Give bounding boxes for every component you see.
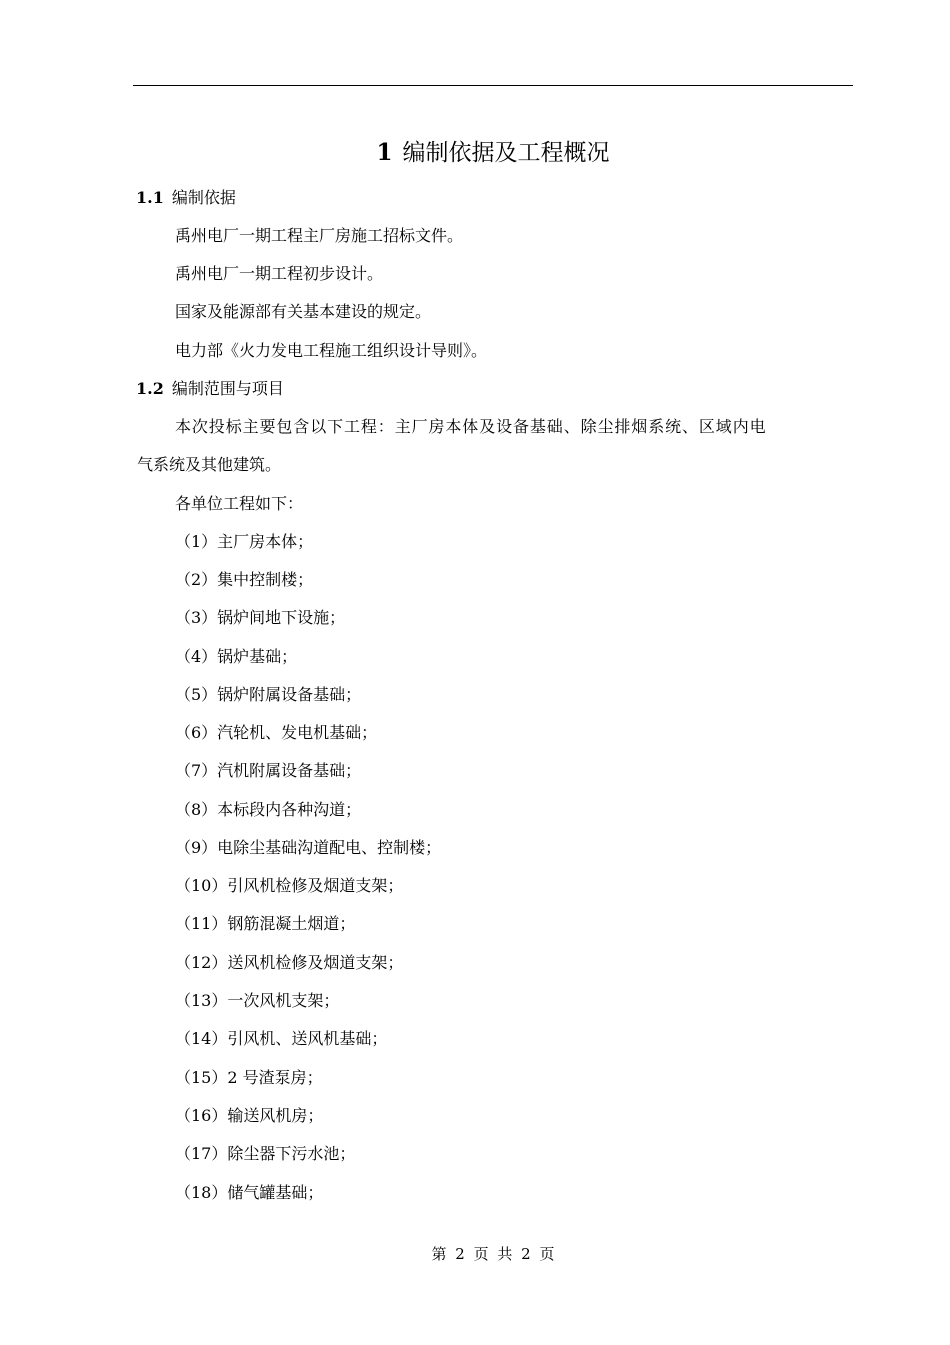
list-item: （5）锅炉附属设备基础； <box>175 685 362 704</box>
chapter-title <box>133 136 853 170</box>
list-item: （10）引风机检修及烟道支架； <box>175 876 404 895</box>
section-number: 1.1 <box>136 188 164 207</box>
scope-paragraph-line: 气系统及其他建筑。 <box>137 455 282 474</box>
scope-paragraph-line: 本次投标主要包含以下工程：主厂房本体及设备基础、除尘排烟系统、区域内电 <box>175 417 767 436</box>
list-item: （11）钢筋混凝土烟道； <box>175 914 356 933</box>
list-item: （18）储气罐基础； <box>175 1183 324 1202</box>
header-rule <box>133 85 853 86</box>
chapter-number: 1 <box>376 139 393 166</box>
list-item: （3）锅炉间地下设施； <box>175 608 346 627</box>
page-footer: 第 2 页 共 2 页 <box>431 1245 555 1263</box>
list-item: （14）引风机、送风机基础； <box>175 1029 388 1048</box>
list-item: （13）一次风机支架； <box>175 991 340 1010</box>
list-item: （9）电除尘基础沟道配电、控制楼； <box>175 838 442 857</box>
list-item: （6）汽轮机、发电机基础； <box>175 723 378 742</box>
list-item: （7）汽机附属设备基础； <box>175 761 362 780</box>
list-intro: 各单位工程如下： <box>175 494 304 513</box>
list-item: （2）集中控制楼； <box>175 570 314 589</box>
basis-line: 国家及能源部有关基本建设的规定。 <box>175 302 432 321</box>
chapter-title-text: 编制依据及工程概况 <box>402 140 610 166</box>
list-item: （15）2 号渣泵房； <box>175 1068 323 1087</box>
list-item: （16）输送风机房； <box>175 1106 324 1125</box>
section-title: 编制依据 <box>171 188 236 207</box>
section-number: 1.2 <box>136 379 164 398</box>
section-title: 编制范围与项目 <box>171 379 284 398</box>
basis-line: 禹州电厂一期工程初步设计。 <box>175 264 384 283</box>
list-item: （12）送风机检修及烟道支架； <box>175 953 404 972</box>
list-item: （1）主厂房本体； <box>175 532 314 551</box>
list-item: （17）除尘器下污水池； <box>175 1144 356 1163</box>
list-item: （4）锅炉基础； <box>175 647 298 666</box>
section-heading-1-2 <box>136 377 284 401</box>
section-heading-1-1 <box>136 186 236 210</box>
basis-line: 禹州电厂一期工程主厂房施工招标文件。 <box>175 226 464 245</box>
list-item: （8）本标段内各种沟道； <box>175 800 362 819</box>
basis-line: 电力部《火力发电工程施工组织设计导则》。 <box>175 341 488 360</box>
